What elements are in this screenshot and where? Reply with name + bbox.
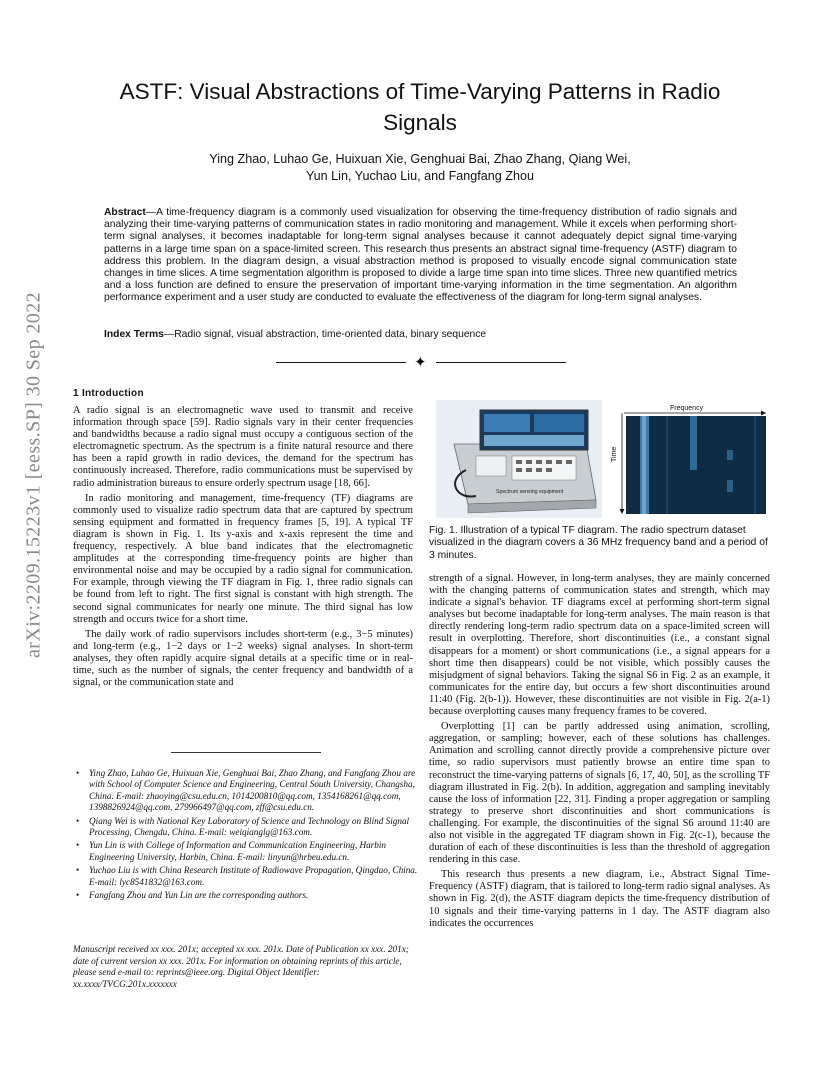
intro-paragraph-3: The daily work of radio supervisors includes short-term (e.g., 3−5 minutes) and long-term (e.g., 1−2 days or 1−2 weeks) signal analyses. In short-term analyses, they often rapidly acquire signal details at a specific time or in real-time, such as the number of signals, the center frequency and bandwidth of a signal, or the communication state and [73,628,413,689]
frequency-axis-label: Frequency [670,405,704,412]
footnote-item: • Ying Zhao, Luhao Ge, Huixuan Xie, Genghuai Bai, Zhao Zhang, and Fangfang Zhou are with School of Computer Science and Engineering, Central South University, Changsha, China. E-mail: zhaoying@csu.edu.cn, 1014200810@qq.com, 1354168261@qq.com, 1398826924@qq.com, 279966497@qq.com, zff@csu.edu.cn. [89,768,418,814]
index-terms-text: —Radio signal, visual abstraction, time-oriented data, binary sequence [163,329,487,340]
footnote-item: • Yuchao Liu is with China Research Institute of Radiowave Propagation, Qingdao, China. E-mail: lyc8541832@163.com. [89,865,418,888]
footnote-item: • Yun Lin is with College of Information and Communication Engineering, Harbin Engineering University, Harbin, China. E-mail: linyun@hrbeu.edu.cn. [89,840,418,863]
footnote-item: • Fangfang Zhou and Yun Lin are the corresponding authors. [89,890,418,901]
arxiv-stamp: arXiv:2209.15223v1 [eess.SP] 30 Sep 2022 [22,292,45,658]
section-divider [276,353,566,371]
affiliation-footnotes [73,768,418,903]
manuscript-note: Manuscript received xx xxx. 201x; accepted xx xxx. 201x. Date of Publication xx xxx. 201x; date of current version xx xxx. 201x. For information on obtaining reprints of this article, please send e-mail to: reprints@ieee.org. Digital Object Identifier: xx.xxxx/TVCG.201x.xxxxxxx [73,944,409,989]
intro-paragraph-2: In radio monitoring and management, time-frequency (TF) diagrams are commonly used to visualize radio spectrum data that are captured by spectrum sensing equipment and formatted in frequency frames [5, 19]. A typical TF diagram is shown in Fig. 1. Its y-axis and x-axis represent the time and frequency, respectively. A blue band indicates that the electromagnetic amplitudes at the corresponding time-frequency points are higher than environmental noise and may be occupied by a radio signal for communication. For example, through viewing the TF diagram in Fig. 1, three radio signals can be found from left to right. The first signal is constant with high strength. The second signal communicates for nearly one minute. The third signal has low strength and occurs twice for a short time. [73,492,413,625]
figure-1-caption: Fig. 1. Illustration of a typical TF diagram. The radio spectrum dataset visualized in the diagram covers a 36 MHz frequency band and a period of 3 minutes. [429,525,768,561]
device-label: Spectrum sensing equipment [496,489,564,495]
abstract-label: Abstract [104,207,146,218]
section-heading-introduction: 1 Introduction [73,388,144,399]
signal-band-2 [690,416,697,470]
abstract [104,207,737,305]
author-list [160,151,680,185]
authors-line-1: Ying Zhao, Luhao Ge, Huixuan Xie, Genghuai Bai, Zhao Zhang, Qiang Wei, [209,152,631,166]
footnote-rule [171,752,321,753]
signal-band-3b [727,480,733,492]
right-paragraph-1: strength of a signal. However, in long-term analyses, they are mainly concerned with the changing patterns of communication states and strength, which may indicate a signal's behavior. TF diagrams excel at performing short-term signal analyses but become inadaptable for long-term analyses. The main reason is that directly rendering long-term radio spectrum data on a space-limited screen will result in overplotting. Therefore, short discontinuities (i.e., a constant signal disappears for a moment) or short communications (i.e., a signal appears for a short time then disappears) could be not visible, which possibly causes the misjudgment of signal behaviors. Taking the signal S6 in Fig. 2 as an example, it communicates for the entire day, but occurs a few short discontinuities around 11:40 (Fig. 2(b-1)). However, these discontinuities are not visible in Fig. 2(a-1) because overplotting causes many frequency frames to be covered. [429,573,770,718]
authors-line-2: Yun Lin, Yuchao Liu, and Fangfang Zhou [305,169,535,183]
diamond-star-icon: ✦ [414,353,427,371]
index-terms [104,328,737,341]
time-axis-label: Time [611,446,618,462]
figure-1 [436,400,770,518]
paper-title: ASTF: Visual Abstractions of Time-Varying Patterns in Radio Signals [119,79,721,135]
signal-band-3 [727,450,733,460]
abstract-text: —A time-frequency diagram is a commonly used visualization for observing the time-frequency distribution of radio signals and analyzing their time-varying patterns of communication states in radio monitoring and management. While it excels when performing short-term signal analyses, it becomes inadaptable for long-term signal analyses because it cannot adequately depict signal time-varying patterns in a large time span on a space-limited screen. This research thus presents an abstract signal time-frequency (ASTF) diagram to address this problem. In the diagram design, a visual abstraction method is proposed to visually encode signal communication state changes in time slices. A time segmentation algorithm is proposed to divide a large time span into time slices. Three new quantified metrics and a loss function are defined to ensure the preservation of important time-varying information in the time segmentation. An algorithm performance experiment and a user study are conducted to evaluate the effectiveness of the diagram for long-term signal analyses. [104,207,737,304]
intro-paragraph-1: A radio signal is an electromagnetic wave used to transmit and receive information through space [59]. Radio signals vary in their center frequencies and bandwidths because a radio signal must occupy a contiguous section of the electromagnetic spectrum. As the spectrum is a finite natural resource and there has been a rapid growth in radio devices, the demand for the spectrum has continuously increased. Therefore, radio communications must be supervised by radio administration bureaus to ensure orderly spectrum usage [18, 66]. [73,405,413,489]
right-paragraph-3: This research thus presents a new diagram, i.e., Abstract Signal Time-Frequency (ASTF) diagram, that is tailored to long-term radio signal analyses. As shown in Fig. 2(d), the ASTF diagram depicts the time-frequency distribution of 10 signals and their time-varying patterns in 1 day. The ASTF diagram also indicates the occurrences [429,869,770,929]
index-terms-label: Index Terms [104,329,164,340]
left-column [73,405,413,692]
footnote-item: • Qiang Wei is with National Key Laboratory of Science and Technology on Blind Signal Processing, Chengdu, China. E-mail: weiqianglg@163.com. [89,816,418,839]
right-paragraph-2: Overplotting [1] can be partly addressed using animation, scrolling, aggregation, or sampling; however, each of these solutions has challenges. Animation and scrolling cannot directly provide a comprehensive picture over time, so radio supervisors must patiently browse an entire time span to reconstruct the time-varying patterns of signals [6, 17, 40, 50], as the scrolling TF diagram illustrated in Fig. 2(b). In addition, aggregation and sampling inevitably cause the loss of information [22, 31]. Finding a proper aggregation or sampling strategy to preserve short discontinuities and short communications is challenging. For example, the discontinuities of the signal S6 around 11:40 are also not visible in the aggregated TF diagram shown in Fig. 2(c-1), because the duration of each of these discontinuities is less than the threshold of aggregation rendering in this case. [429,721,770,866]
right-column [429,573,770,933]
